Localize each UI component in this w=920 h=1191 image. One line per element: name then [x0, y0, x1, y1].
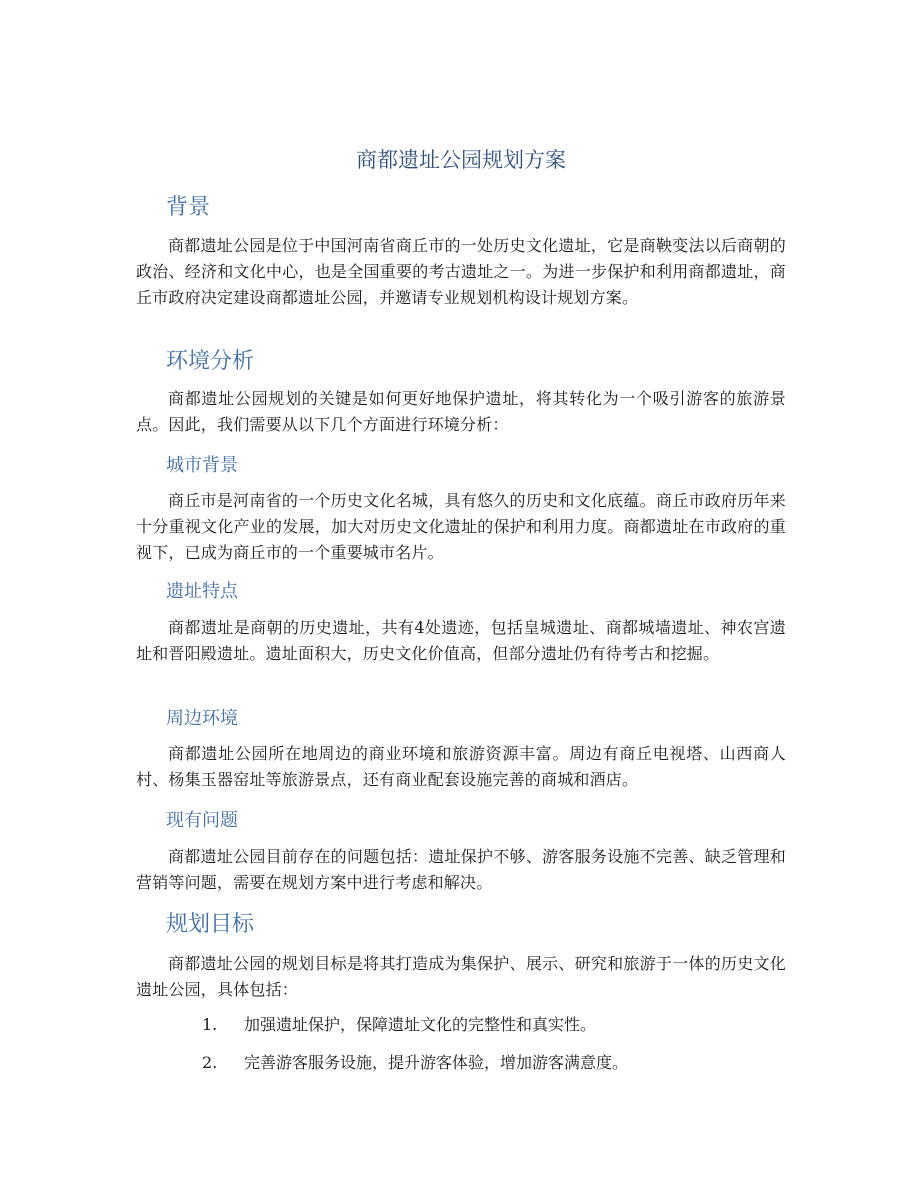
subheading-surroundings: 周边环境	[166, 708, 238, 729]
paragraph-goals: 商都遗址公园的规划目标是将其打造成为集保护、展示、研究和旅游于一体的历史文化遗址公园，具体包括：	[136, 954, 786, 999]
list-item-number: 1.	[202, 1015, 218, 1034]
subheading-city: 城市背景	[166, 455, 238, 476]
list-item	[202, 1013, 786, 1037]
list-item-text: 加强遗址保护，保障遗址文化的完整性和真实性。	[244, 1015, 597, 1034]
subheading-site: 遗址特点	[166, 581, 238, 602]
list-item-text: 完善游客服务设施，提升游客体验，增加游客满意度。	[244, 1053, 629, 1072]
heading-goals: 规划目标	[166, 912, 255, 937]
paragraph-environment: 商都遗址公园规划的关键是如何更好地保护遗址，将其转化为一个吸引游客的旅游景点。因此，我们需要从以下几个方面进行环境分析：	[136, 389, 786, 434]
paragraph-background: 商都遗址公园是位于中国河南省商丘市的一处历史文化遗址，它是商鞅变法以后商朝的政治、经济和文化中心，也是全国重要的考古遗址之一。为进一步保护和利用商都遗址，商丘市政府决定建设商都遗址公园，并邀请专业规划机构设计规划方案。	[136, 236, 786, 307]
paragraph-problems: 商都遗址公园目前存在的问题包括：遗址保护不够、游客服务设施不完善、缺乏管理和营销等问题，需要在规划方案中进行考虑和解决。	[136, 847, 786, 892]
subheading-problems: 现有问题	[166, 810, 238, 831]
heading-environment: 环境分析	[166, 349, 255, 374]
heading-background: 背景	[166, 195, 211, 220]
list-item	[202, 1051, 786, 1075]
paragraph-surroundings: 商都遗址公园所在地周边的商业环境和旅游资源丰富。周边有商丘电视塔、山西商人村、杨集玉器窑址等旅游景点，还有商业配套设施完善的商城和酒店。	[136, 744, 786, 789]
paragraph-city: 商丘市是河南省的一个历史文化名城，具有悠久的历史和文化底蕴。商丘市政府历年来十分重视文化产业的发展，加大对历史文化遗址的保护和利用力度。商都遗址在市政府的重视下，已成为商丘市的一个重要城市名片。	[136, 491, 786, 562]
paragraph-site: 商都遗址是商朝的历史遗址，共有4处遗迹，包括皇城遗址、商都城墙遗址、神农宫遗址和晋阳殿遗址。遗址面积大，历史文化价值高，但部分遗址仍有待考古和挖掘。	[136, 618, 786, 663]
document-title: 商都遗址公园规划方案	[356, 148, 566, 172]
list-item-number: 2.	[202, 1053, 218, 1072]
